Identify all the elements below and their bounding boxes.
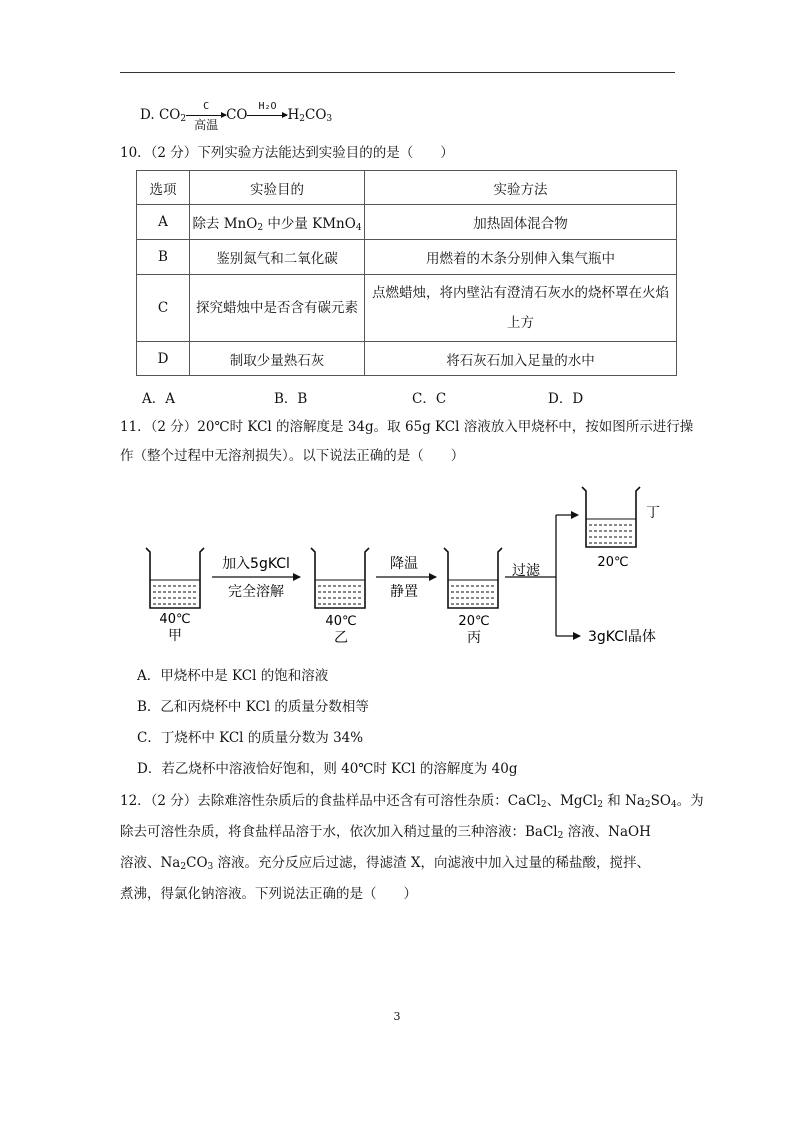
table-header-cell: 实验目的 — [190, 171, 365, 205]
beaker-bing-temp: 20℃ — [458, 614, 490, 629]
table-header-cell: 选项 — [137, 171, 190, 205]
beaker-jia-temp: 40℃ — [159, 612, 191, 627]
q10-stem: 10．（2 分）下列实验方法能达到实验目的的是（ ） — [120, 145, 454, 161]
table-cell-goal — [190, 205, 365, 240]
table-cell-method — [365, 275, 677, 342]
subscript: 4 — [355, 223, 362, 233]
table-cell-method: 加热固体混合物 — [365, 205, 677, 240]
arrow-condition-top: H₂O — [258, 100, 277, 112]
step1-top-label: 加入5gKCl — [222, 556, 290, 572]
text: 上方 — [507, 315, 534, 331]
beaker-ding-name: 丁 — [646, 505, 660, 521]
step1-bottom-label: 完全溶解 — [228, 584, 284, 600]
text: SO — [650, 793, 671, 809]
q11-option-b: B．乙和丙烧杯中 KCl 的质量分数相等 — [137, 699, 369, 715]
text: CO — [186, 855, 208, 871]
text: 。为 — [676, 793, 704, 809]
table-cell-goal: 鉴别氮气和二氧化碳 — [190, 240, 365, 275]
text: 溶液、Na — [120, 855, 181, 871]
q11-stem-line2: 作（整个过程中无溶剂损失）。以下说法正确的是（ ） — [120, 448, 465, 464]
table-header-row — [137, 171, 677, 205]
table-row — [137, 275, 677, 342]
q10-answer-d: D．D — [548, 391, 584, 407]
q10-table — [136, 170, 677, 376]
reaction-arrow-2 — [247, 100, 287, 125]
subscript: 2 — [257, 223, 264, 233]
formula-co2: CO — [158, 107, 181, 123]
step2-bottom-label: 静置 — [390, 584, 418, 600]
table-cell-method: 将石灰石加入足量的水中 — [365, 342, 677, 376]
beaker-ding-temp: 20℃ — [597, 555, 629, 570]
beaker-bing-name: 丙 — [467, 630, 481, 646]
q11-stem-line1: 11．（2 分）20℃时 KCl 的溶解度是 34g。取 65g KCl 溶液放入甲烧杯中，按如图所示进行操 — [120, 419, 694, 435]
subscript: 3 — [207, 862, 214, 872]
subscript: 2 — [180, 862, 187, 872]
beaker-yi — [311, 548, 369, 608]
text: 12．（2 分）去除难溶性杂质后的食盐样品中还含有可溶性杂质：CaCl — [120, 793, 541, 809]
formula-part: CO — [305, 107, 327, 123]
table-row — [137, 205, 677, 240]
beaker-yi-name: 乙 — [334, 630, 348, 646]
text: 除去可溶性杂质，将食盐样品溶于水，依次加入稍过量的三种溶液：BaCl — [120, 824, 558, 840]
table-cell-option: B — [137, 240, 190, 275]
q11-option-a: A．甲烧杯中是 KCl 的饱和溶液 — [137, 668, 329, 684]
text: 溶液。充分反应后过滤，得滤渣 X，向滤液中加入过量的稀盐酸，搅拌、 — [213, 855, 650, 871]
table-cell-method: 用燃着的木条分别伸入集气瓶中 — [365, 240, 677, 275]
beaker-bing — [444, 548, 502, 608]
subscript: 2 — [597, 800, 603, 810]
table-row — [137, 240, 677, 275]
table-cell-goal: 制取少量熟石灰 — [190, 342, 365, 376]
arrow-condition-bottom: 高温 — [194, 117, 219, 132]
subscript: 2 — [557, 831, 564, 841]
q11-option-c: C．丁烧杯中 KCl 的质量分数为 34% — [137, 730, 364, 746]
subscript: 2 — [180, 114, 187, 124]
crystal-label: 3gKCl晶体 — [588, 629, 656, 645]
q10-answer-b: B．B — [274, 391, 308, 407]
subscript: 4 — [670, 800, 677, 810]
reaction-arrow-1 — [186, 100, 226, 132]
beaker-ding — [582, 487, 640, 547]
beaker-yi-temp: 40℃ — [325, 614, 357, 629]
q11-process-diagram — [0, 470, 794, 650]
step3-label: 过滤 — [512, 563, 540, 579]
table-cell-option: D — [137, 342, 190, 376]
q12-line1 — [120, 792, 704, 810]
q10-answer-a: A．A — [142, 391, 175, 407]
table-cell-option: A — [137, 205, 190, 240]
text: 、MgCl — [546, 793, 598, 809]
subscript: 2 — [644, 800, 651, 810]
text: 和 Na — [602, 793, 645, 809]
option-label: D. — [140, 107, 155, 123]
q12-line2 — [120, 823, 651, 841]
text: 点燃蜡烛，将内壁沾有澄清石灰水的烧杯罩在火焰 — [372, 285, 669, 301]
q12-line3 — [120, 854, 650, 872]
q9-option-d — [140, 100, 333, 132]
arrow-condition-top: C — [203, 100, 210, 112]
table-header-cell: 实验方法 — [365, 171, 677, 205]
subscript: 3 — [326, 114, 333, 124]
text: 除去 MnO — [192, 216, 258, 232]
table-cell-option: C — [137, 275, 190, 342]
subscript: 2 — [299, 114, 305, 124]
table-row — [137, 342, 677, 376]
q12-line4: 煮沸，得氯化钠溶液。下列说法正确的是（ ） — [120, 886, 417, 902]
text: 中少量 KMnO — [263, 216, 356, 232]
step2-top-label: 降温 — [390, 556, 418, 572]
beaker-jia — [146, 548, 204, 608]
header-rule — [120, 72, 675, 73]
subscript: 2 — [540, 800, 547, 810]
q11-option-d: D．若乙烧杯中溶液恰好饱和，则 40℃时 KCl 的溶解度为 40g — [137, 761, 518, 777]
table-cell-goal: 探究蜡烛中是否含有碳元素 — [190, 275, 365, 342]
page-number: 3 — [393, 1010, 401, 1023]
text: 溶液、NaOH — [563, 824, 651, 840]
q10-answer-c: C．C — [412, 391, 447, 407]
beaker-jia-name: 甲 — [168, 628, 182, 644]
formula-co: CO — [226, 107, 248, 123]
formula-h2co3: H — [287, 107, 300, 123]
